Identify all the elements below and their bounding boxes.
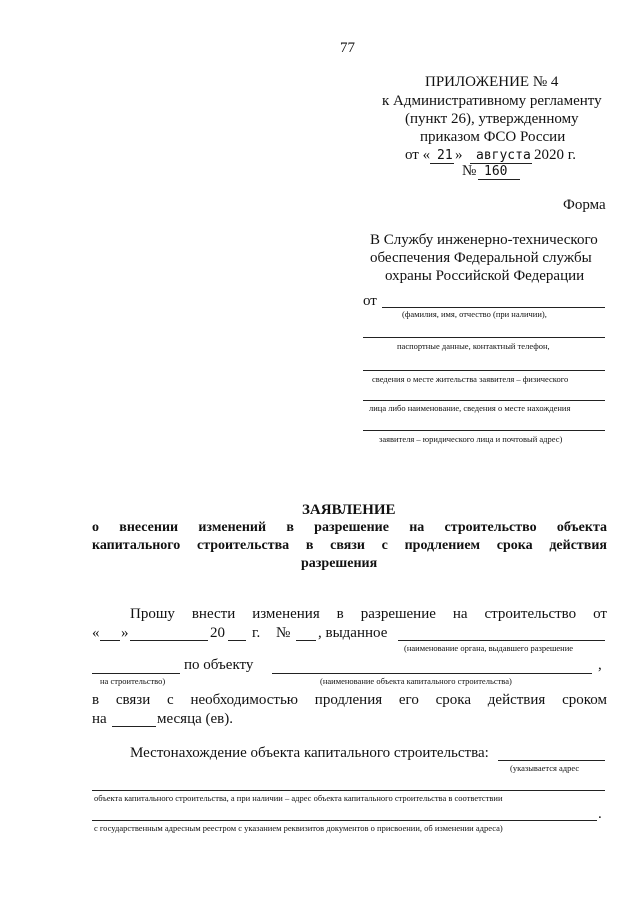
location-label: Местонахождение объекта капитального строительства: [130, 745, 489, 761]
appendix-date-month: августа [476, 148, 531, 163]
extension-months-label: месяца (ев). [157, 711, 233, 727]
appendix-number-value: 160 [484, 164, 508, 179]
date-close-quote: » [121, 625, 129, 641]
location-field-2[interactable] [92, 790, 605, 791]
applicant-line-3[interactable] [363, 370, 605, 371]
recipient-line-1: В Службу инженерно-технического [370, 232, 598, 248]
appendix-line-3: приказом ФСО России [420, 129, 566, 145]
appendix-date-year: 2020 г. [534, 147, 576, 163]
title-line-1: о внесении изменений в разрешение на строительство объекта [92, 520, 607, 535]
title-line-3: разрешения [301, 556, 378, 571]
from-label: от [363, 293, 377, 309]
object-name-hint: (наименование объекта капитального строительства) [320, 676, 512, 686]
number-underline [478, 179, 520, 180]
form-label: Форма [563, 197, 606, 213]
permit-month-field[interactable] [130, 640, 208, 641]
appendix-line-1: к Административному регламенту [382, 93, 602, 109]
number-sign: № [276, 625, 291, 641]
applicant-line-2[interactable] [363, 337, 605, 338]
permit-day-field[interactable] [100, 640, 120, 641]
page-number: 77 [340, 40, 355, 56]
location-hint-1: (указывается адрес [510, 763, 580, 773]
request-line-1: Прошу внести изменения в разрешение на строительство от [130, 606, 607, 622]
applicant-hint-2: паспортные данные, контактный телефон, [397, 341, 550, 351]
year-prefix: 20 [210, 625, 225, 641]
recipient-line-2: обеспечения Федеральной службы [370, 250, 592, 266]
recipient-line-3: охраны Российской Федерации [385, 268, 585, 284]
issuing-organ-field[interactable] [398, 640, 605, 641]
issuing-organ-field-cont[interactable] [92, 673, 180, 674]
year-suffix: г. [252, 625, 261, 641]
appendix-number-prefix: № [462, 163, 477, 179]
location-hint-3: с государственным адресным реестром с указанием реквизитов документов о присвоении, об изменении адреса) [94, 823, 503, 833]
applicant-hint-1: (фамилия, имя, отчество (при наличии), [402, 309, 547, 319]
object-comma: , [598, 657, 602, 673]
appendix-line-2: (пункт 26), утвержденному [405, 111, 579, 127]
extension-months-field[interactable] [112, 726, 156, 727]
location-hint-2: объекта капитального строительства, а при наличии – адрес объекта капитального строительства в соответствии [94, 793, 503, 803]
construction-hint: на строительство) [100, 676, 166, 686]
appendix-date-prefix: от « [405, 147, 431, 163]
document-title: ЗАЯВЛЕНИЕ [302, 502, 396, 518]
applicant-hint-5: заявителя – юридического лица и почтовый адрес) [379, 434, 563, 444]
extension-on-label: на [92, 711, 107, 727]
appendix-date-day: 21 [437, 148, 453, 163]
title-line-2: капитального строительства в связи с продлением срока действия [92, 538, 607, 553]
permit-number-field[interactable] [296, 640, 316, 641]
applicant-line-1[interactable] [382, 307, 605, 308]
appendix-title: ПРИЛОЖЕНИЕ № 4 [425, 74, 559, 90]
date-day-underline [430, 163, 454, 164]
applicant-hint-3: сведения о месте жительства заявителя – физического [372, 374, 569, 384]
date-open-quote: « [92, 625, 100, 641]
location-field[interactable] [498, 760, 605, 761]
applicant-hint-4: лица либо наименование, сведения о месте нахождения [369, 403, 571, 413]
location-field-3[interactable] [92, 820, 597, 821]
applicant-line-4[interactable] [363, 400, 605, 401]
issued-label: , выданное [318, 625, 388, 641]
by-object-label: по объекту [184, 657, 254, 673]
object-name-field[interactable] [272, 673, 592, 674]
location-dot: . [598, 806, 602, 822]
applicant-line-5[interactable] [363, 430, 605, 431]
extension-line-1: в связи с необходимостью продления его срока действия сроком [92, 692, 607, 708]
appendix-date-mid: » [455, 147, 463, 163]
issuing-organ-hint: (наименование органа, выдавшего разрешение [404, 643, 574, 653]
permit-year-field[interactable] [228, 640, 246, 641]
